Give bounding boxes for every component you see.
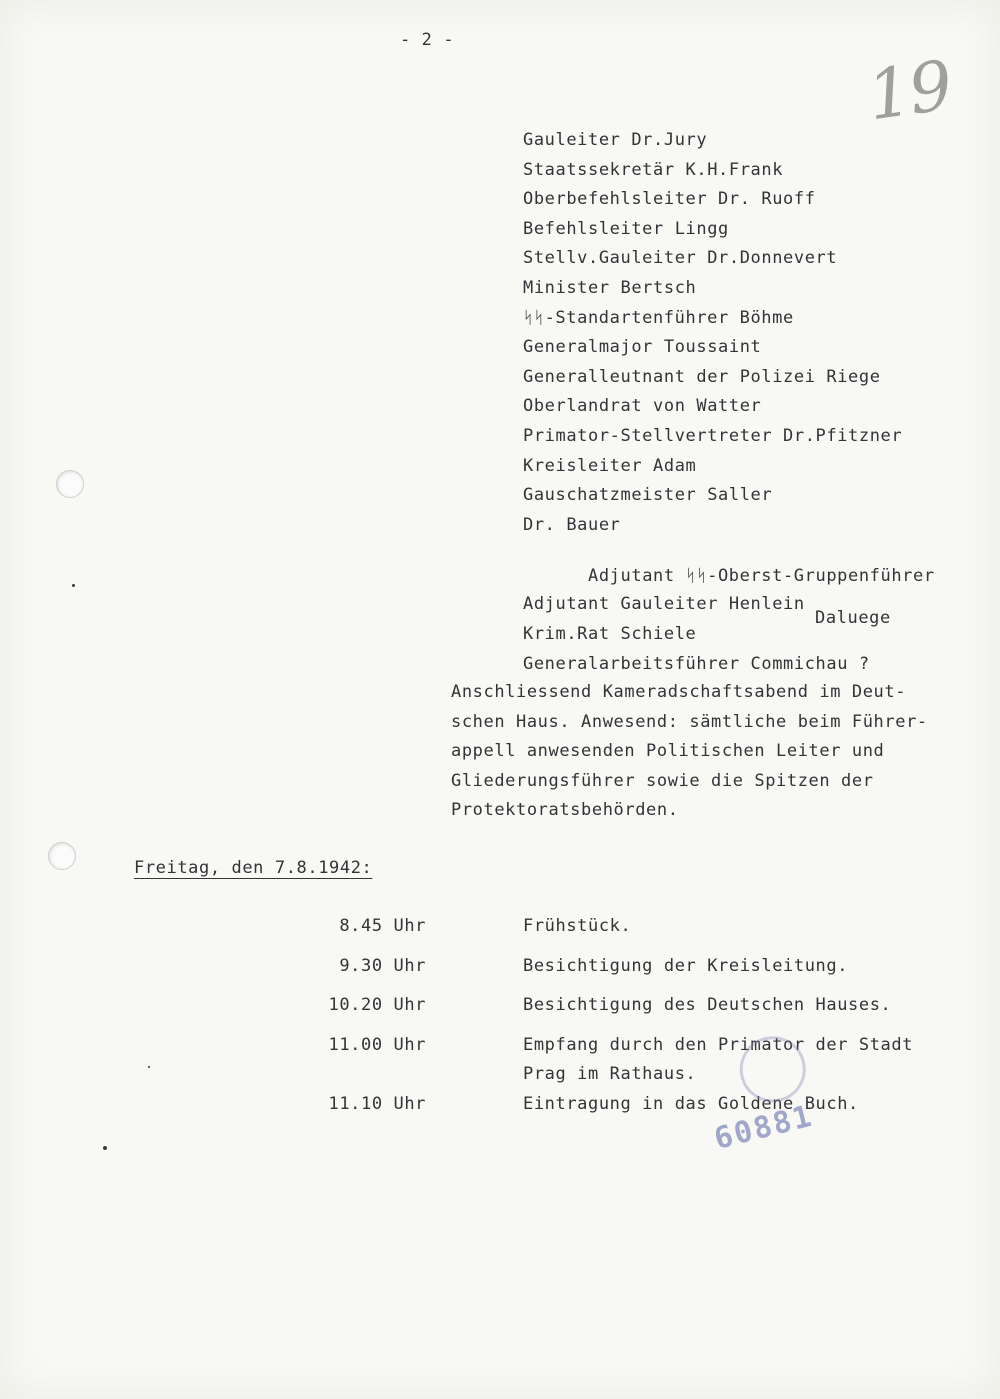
attendee-item: Krim.Rat Schiele: [523, 623, 697, 644]
paragraph-line: Gliederungsführer sowie die Spitzen der: [451, 770, 874, 791]
ink-speck: [103, 1146, 107, 1150]
schedule-row: [0, 916, 1000, 956]
schedule-time: 11.10 Uhr: [328, 1093, 426, 1114]
attendee-item: Adjutant Gauleiter Henlein: [523, 594, 805, 615]
attendee-item: Kreisleiter Adam: [523, 455, 697, 476]
page-number: - 2 -: [400, 30, 455, 50]
attendee-item: Generalleutnant der Polizei Riege: [523, 366, 881, 387]
ink-speck: [72, 584, 75, 587]
schedule-event: Besichtigung der Kreisleitung.: [523, 955, 849, 976]
attendee-item: Primator-Stellvertreter Dr.Pfitzner: [523, 425, 903, 446]
schedule-time: 9.30 Uhr: [339, 955, 426, 976]
punch-hole-top: [56, 470, 84, 498]
attendee-item: Oberlandrat von Watter: [523, 396, 762, 417]
attendee-list: [523, 129, 935, 682]
schedule-time: 11.00 Uhr: [328, 1034, 426, 1055]
paragraph-line: Protektoratsbehörden.: [451, 800, 679, 821]
punch-hole-bottom: [48, 842, 76, 870]
ink-speck: [148, 1066, 150, 1068]
attendee-item: Gauleiter Dr.Jury: [523, 130, 708, 150]
stamp-number: 60881: [710, 1098, 817, 1157]
attendee-item: Gauschatzmeister Saller: [523, 485, 773, 506]
schedule-event: Besichtigung des Deutschen Hauses.: [523, 995, 892, 1015]
paragraph-line: Anschliessend Kameradschaftsabend im Deut-: [451, 682, 907, 702]
attendee-item: Stellv.Gauleiter Dr.Donnevert: [523, 248, 838, 269]
schedule-row: [0, 956, 1000, 996]
schedule-event: Empfang durch den Primator der Stadt Prag im Rathaus.: [523, 1034, 914, 1084]
schedule: [0, 916, 1000, 1133]
schedule-time: 8.45 Uhr: [339, 916, 426, 936]
attendee-continuation: Daluege: [815, 608, 891, 629]
attendee-item: Oberbefehlsleiter Dr. Ruoff: [523, 189, 816, 210]
attendee-item: Minister Bertsch: [523, 277, 697, 298]
schedule-row: [0, 1094, 1000, 1134]
attendee-item: Befehlsleiter Lingg: [523, 218, 729, 239]
paragraph-line: schen Haus. Anwesend: sämtliche beim Führer-: [451, 711, 928, 732]
schedule-time: 10.20 Uhr: [328, 995, 426, 1015]
evening-paragraph: [451, 681, 981, 829]
schedule-row: [0, 995, 1000, 1035]
attendee-item: Generalarbeitsführer Commichau ?: [523, 653, 870, 674]
schedule-event: Frühstück.: [523, 916, 632, 936]
day-heading: Freitag, den 7.8.1942:: [134, 858, 373, 878]
paragraph-line: appell anwesenden Politischen Leiter und: [451, 741, 885, 762]
attendee-item-text: Adjutant ᛋᛋ-Oberst-Gruppenführer: [588, 566, 935, 587]
attendee-item: Dr. Bauer: [523, 514, 621, 535]
attendee-item: ᛋᛋ-Standartenführer Böhme: [523, 307, 794, 328]
schedule-row: [0, 1035, 1000, 1094]
schedule-event: Eintragung in das Goldene Buch.: [523, 1093, 859, 1114]
handwritten-folio-number: 19: [862, 46, 956, 137]
attendee-item: Generalmajor Toussaint: [523, 337, 762, 358]
attendee-item: Staatssekretär K.H.Frank: [523, 159, 784, 180]
